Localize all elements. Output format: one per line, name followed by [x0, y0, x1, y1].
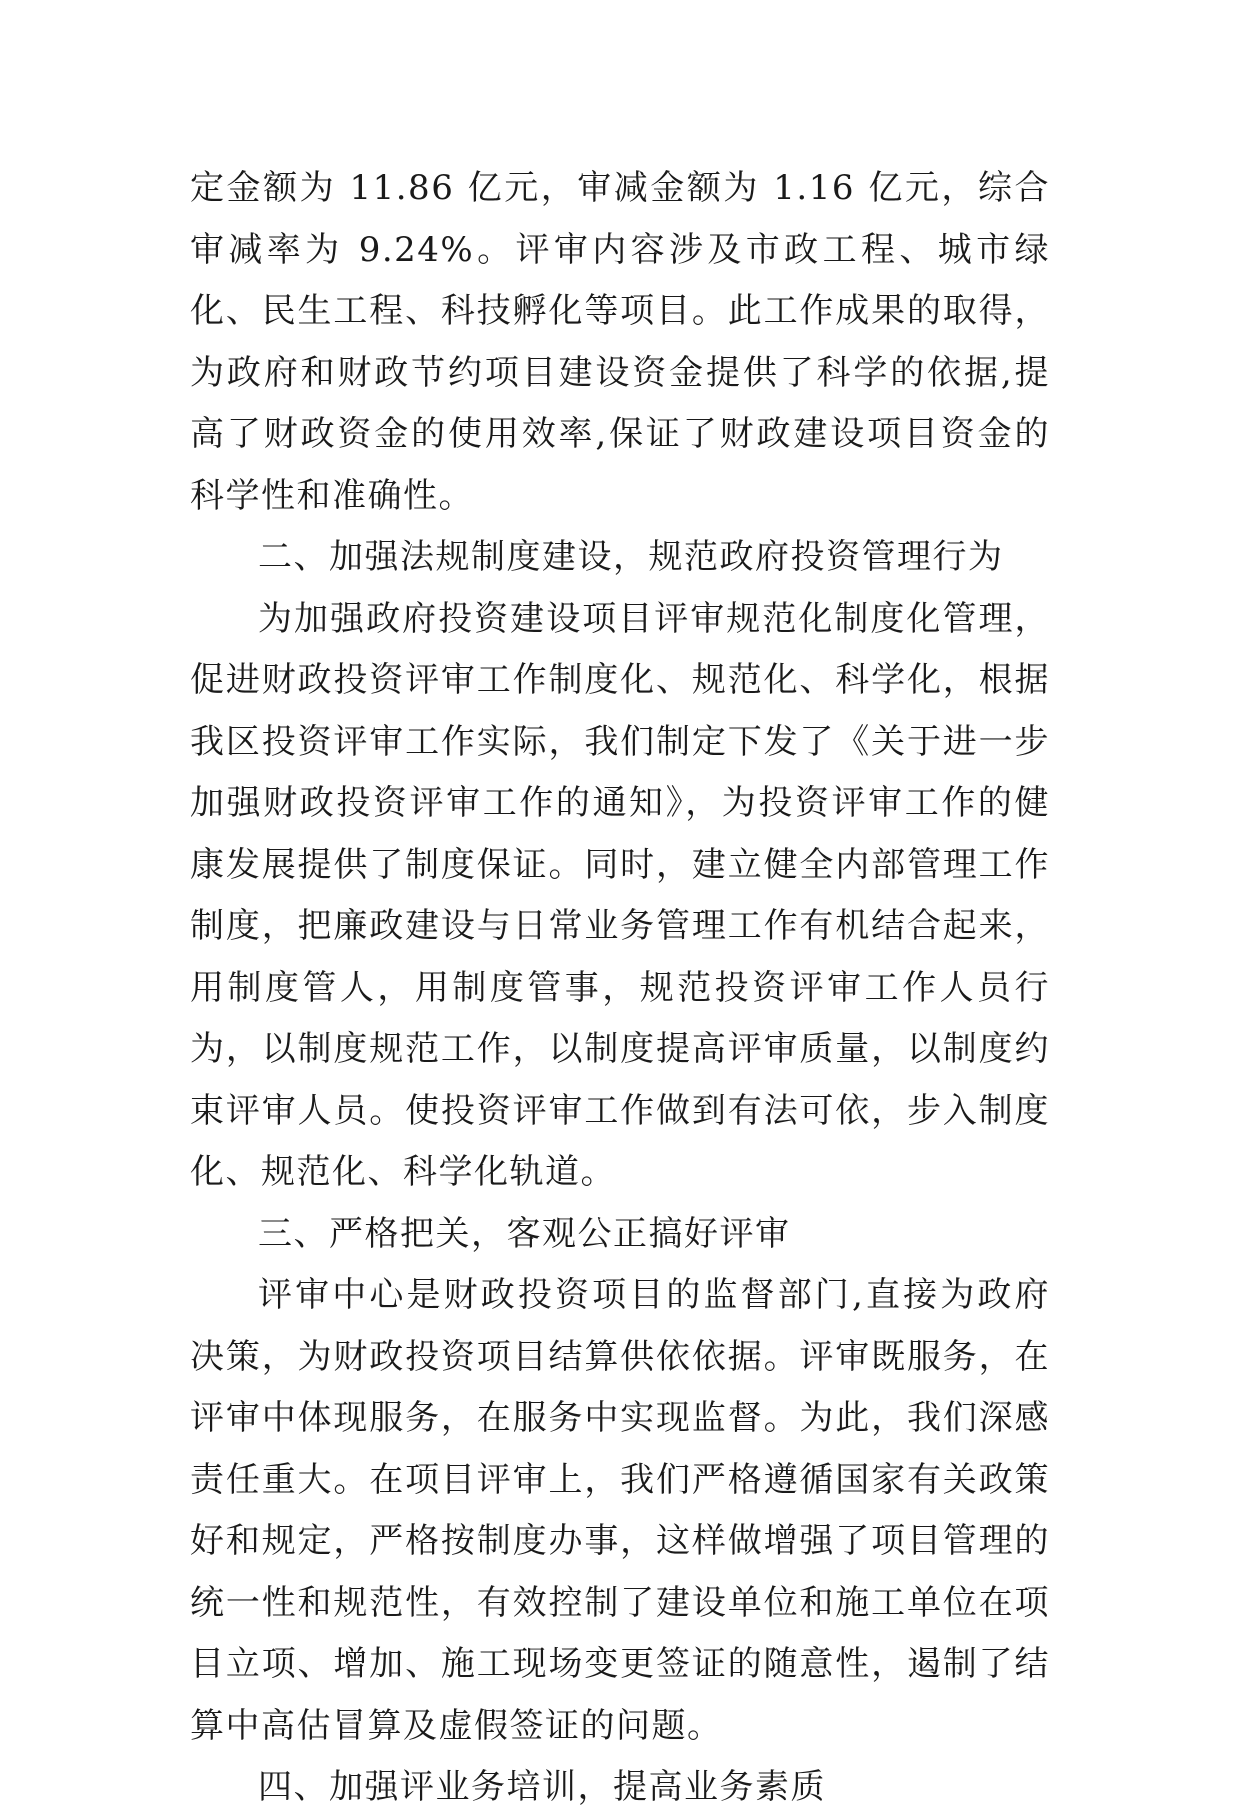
section-heading-review: 三、严格把关，客观公正搞好评审: [258, 1213, 791, 1254]
paragraph-regulations: 为加强政府投资建设项目评审规范化制度化管理，促进财政投资评审工作制度化、规范化、科学化，根据我区投资评审工作实际，我们制定下发了《关于进一步加强财政投资评审工作的通知》，为投资评审工作的健康发展提供了制度保证。同时，建立健全内部管理工作制度，把廉政建设与日常业务管理工作有机结合起来，用制度管人，用制度管事，规范投资评审工作人员行为，以制度规范工作，以制度提高评审质量，以制度约束评审人员。使投资评审工作做到有法可依，步入制度化、规范化、科学化轨道。: [190, 598, 1050, 1192]
paragraph-review: 评审中心是财政投资项目的监督部门,直接为政府决策，为财政投资项目结算供依依据。评审既服务，在评审中体现服务，在服务中实现监督。为此，我们深感责任重大。在项目评审上，我们严格遵循国家有关政策好和规定，严格按制度办事，这样做增强了项目管理的统一性和规范性，有效控制了建设单位和施工单位在项目立项、增加、施工现场变更签证的随意性，遏制了结算中高估冒算及虚假签证的问题。: [190, 1275, 1050, 1746]
document-body: [190, 158, 1050, 1819]
paragraph-continued-results: 定金额为 11.86 亿元，审减金额为 1.16 亿元，综合审减率为 9.24%。评审内容涉及市政工程、城市绿化、民生工程、科技孵化等项目。此工作成果的取得，为政府和财政节约项目建设资金提供了科学的依据,提高了财政资金的使用效率,保证了财政建设项目资金的科学性和准确性。: [190, 168, 1050, 516]
section-heading-training: 四、加强评业务培训，提高业务素质: [258, 1767, 826, 1807]
section-heading-regulations: 二、加强法规制度建设，规范政府投资管理行为: [258, 537, 1004, 577]
